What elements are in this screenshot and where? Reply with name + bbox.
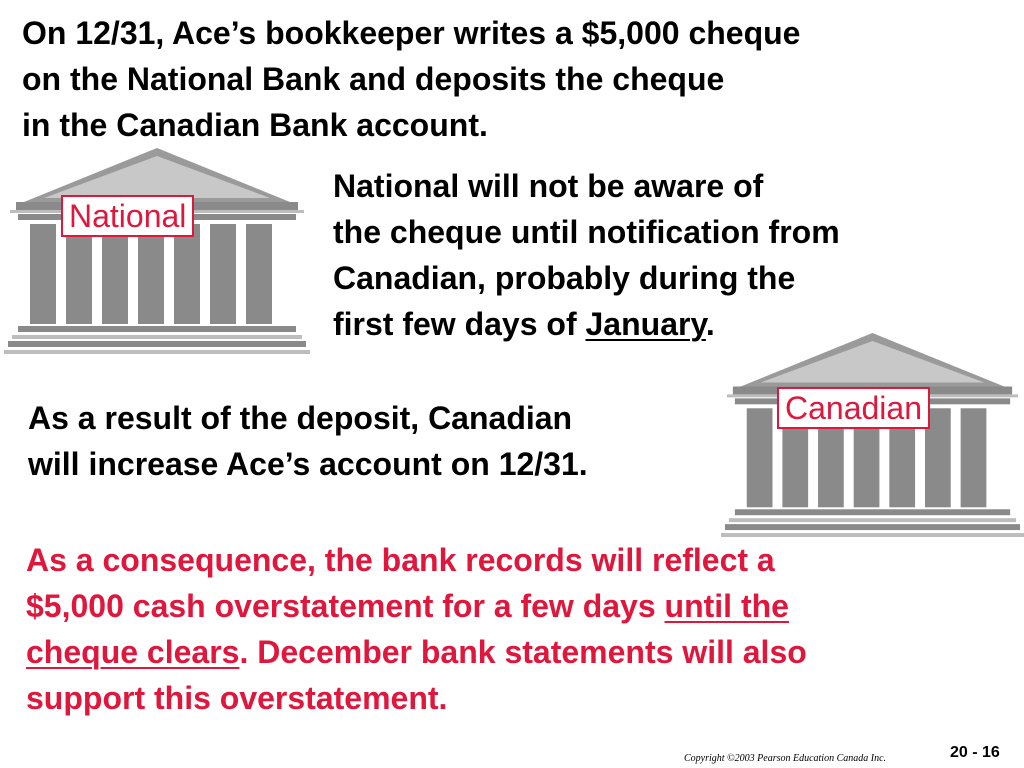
intro-line-1: On 12/31, Ace’s bookkeeper writes a $5,000 cheque [22, 15, 801, 51]
national-bank-label: National [61, 195, 194, 237]
page-number: 20 - 16 [950, 744, 1000, 761]
consequence-line-2-prefix: $5,000 cash overstatement for a few days [26, 588, 665, 624]
intro-text [22, 10, 800, 148]
national-bank-icon [4, 146, 310, 358]
consequence-line-1: As a consequence, the bank records will reflect a [26, 542, 775, 578]
national-note-line-3: Canadian, probably during the [333, 260, 796, 296]
consequence-text [26, 537, 807, 721]
deposit-note-line-2: will increase Ace’s account on 12/31. [28, 446, 588, 482]
intro-line-2: on the National Bank and deposits the cheque [22, 61, 725, 97]
until-the-emphasis: until the [664, 588, 789, 624]
copyright-notice: Copyright ©2003 Pearson Education Canada Inc. [684, 753, 887, 764]
consequence-line-3 [26, 629, 807, 675]
canadian-bank-icon [721, 330, 1024, 542]
national-note-line-2: the cheque until notification from [333, 214, 840, 250]
consequence-line-4: support this overstatement. [26, 680, 448, 716]
national-note-line-1: National will not be aware of [333, 168, 764, 204]
national-note [333, 163, 840, 347]
canadian-bank-label: Canadian [777, 387, 930, 429]
cheque-clears-emphasis: cheque clears [26, 634, 240, 670]
intro-line-3: in the Canadian Bank account. [22, 107, 488, 143]
consequence-line-2 [26, 583, 807, 629]
national-note-line-4-suffix: . [705, 306, 715, 342]
national-note-line-4-prefix: first few days of [333, 306, 586, 342]
deposit-note [28, 395, 588, 487]
january-emphasis: January [585, 306, 706, 342]
deposit-note-line-1: As a result of the deposit, Canadian [28, 400, 573, 436]
consequence-line-3-suffix: . December bank statements will also [239, 634, 807, 670]
